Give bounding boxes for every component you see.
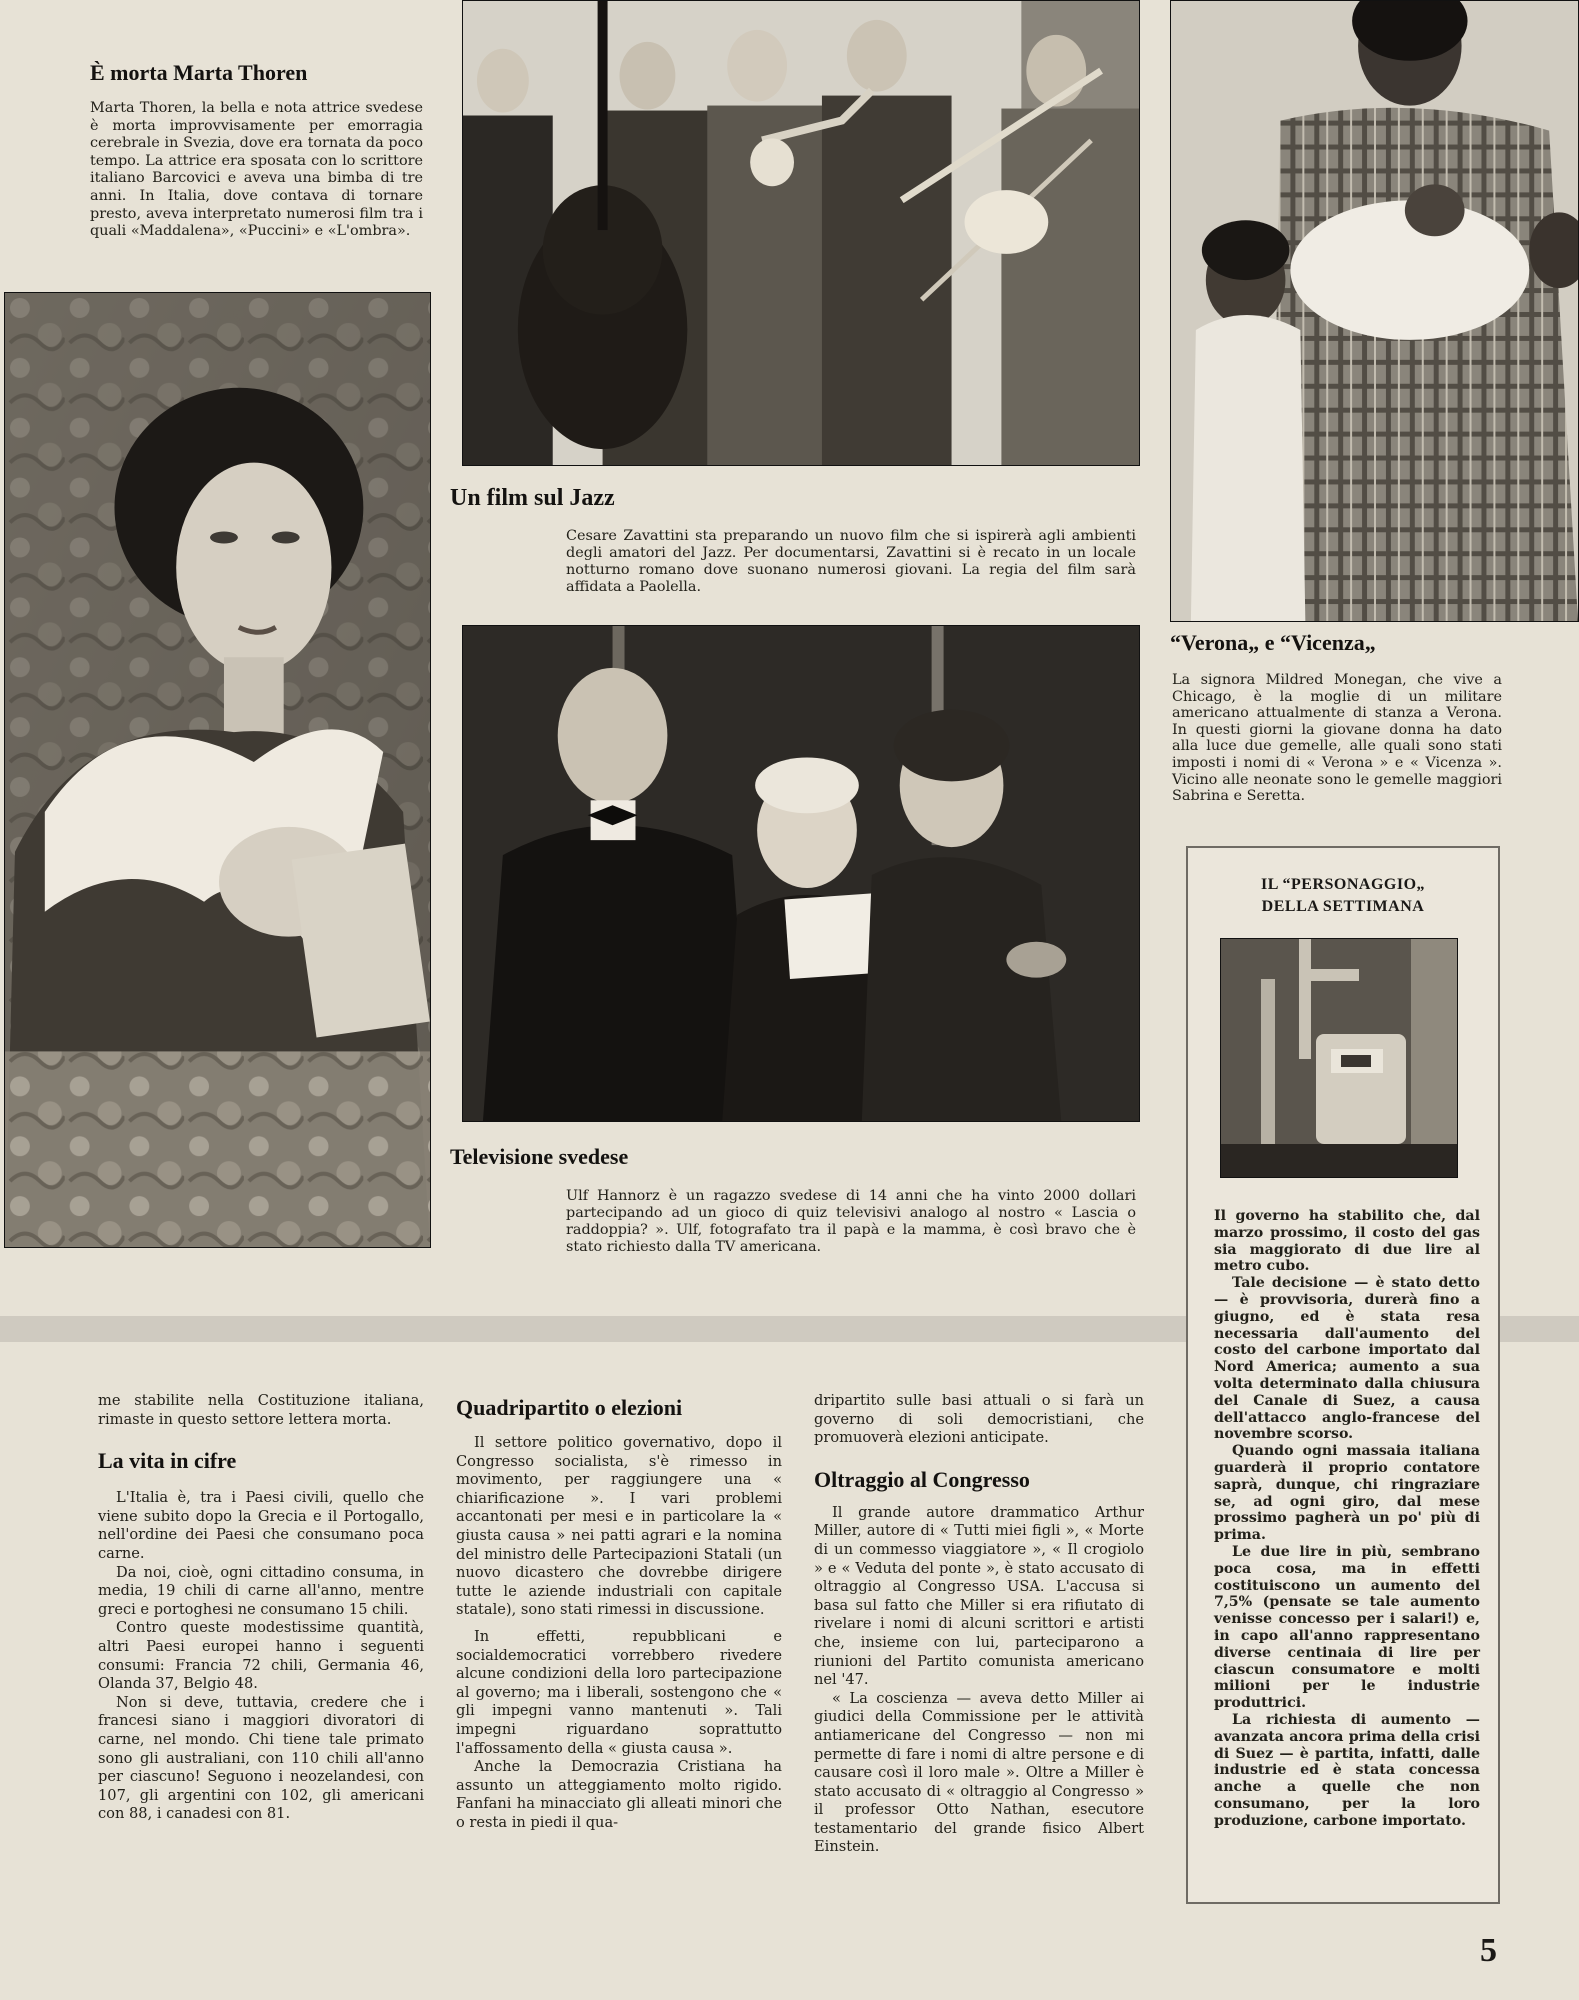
personaggio-title-line2: DELLA SETTIMANA — [1261, 898, 1425, 915]
col2-para-3: Anche la Democrazia Cristiana ha assunto un atteggiamento molto rigido. Fanfani ha minacciato gli alleati minori che o resta in piedi il qua- — [456, 1758, 782, 1831]
tv-text: Ulf Hannorz è un ragazzo svedese di 14 anni che ha vinto 2000 dollari partecipando ad un gioco di quiz televisivi analogo al nostro « Lascia o raddoppia? ». Ulf, fotografato tra il papà e la mamma, è così bravo che è stato richiesto dalla TV americana. — [566, 1188, 1136, 1255]
col3-para-2: « La coscienza — aveva detto Miller ai giudici della Commissione per le attività antiamericane del Congresso — non mi permette di fare i nomi di altre persone e di causare così il loro male ». Oltre a Miller è stato accusato di « oltraggio al Congresso » il professor Otto Nathan, esecutore testamentario del grande fisico Albert Einstein. — [814, 1689, 1144, 1856]
personaggio-para-5: La richiesta di aumento — avanzata ancora prima della crisi di Suez — è partita, infatti, dalle industrie ed è stata concessa anche a quelle che non consumano, per la loro produzione, carbone importato. — [1214, 1711, 1480, 1829]
col2-para-1: Il settore politico governativo, dopo il Congresso socialista, s'è rimesso in movimento, per raggiungere una « chiarificazione ». I vari problemi accantonati per mesi e in particolare la « giusta causa » nei patti agrari e la nomina del ministro delle Partecipazioni Statali (un nuovo dicastero che dovrebbe dirigere tutte le aziende industriali con capitale statale), sono stati rimessi in discussione. — [456, 1434, 782, 1619]
jazz-headline: Un film sul Jazz — [450, 485, 615, 511]
separator-band-right — [1500, 1316, 1579, 1342]
col1-para-2: Da noi, cioè, ogni cittadino consuma, in media, 19 chili di carne all'anno, mentre greci e portoghesi ne consumano 15 chili. — [98, 1563, 424, 1618]
photo-gas-meter — [1220, 938, 1458, 1178]
col3-headline: Oltraggio al Congresso — [814, 1466, 1030, 1492]
thoren-text: Marta Thoren, la bella e nota attrice svedese è morta improvvisamente per emorragia cerebrale in Svezia, dove era tornata da poco tempo. La attrice era sposata con lo scrittore italiano Barcovici e aveva una bimba di tre anni. In Italia, dove contava di tornare presto, aveva interpretato numerosi film tra i quali «Maddalena», «Puccini» e «L'ombra». — [90, 100, 423, 240]
page-number: 5 — [1480, 1932, 1497, 1969]
verona-text: La signora Mildred Monegan, che vive a Chicago, è la moglie di un militare americano attualmente di stanza a Verona. In questi giorni la giovane donna ha dato alla luce due gemelle, alle quali sono stati imposti i nomi di « Verona » e « Vicenza ». Vicino alle neonate sono le gemelle maggiori Sabrina e Seretta. — [1172, 672, 1502, 805]
col2-headline: Quadripartito o elezioni — [456, 1395, 683, 1420]
personaggio-title — [1188, 874, 1498, 918]
verona-headline: “Verona„ e “Vicenza„ — [1170, 630, 1376, 655]
col1-article — [98, 1392, 424, 1824]
tv-headline: Televisione svedese — [450, 1144, 629, 1169]
photo-jazz-band — [462, 0, 1140, 466]
photo-monegan-twins — [1170, 0, 1579, 622]
personaggio-para-1: Il governo ha stabilito che, dal marzo prossimo, il costo del gas sia maggiorato di due lire al metro cubo. — [1214, 1208, 1480, 1275]
col1-para-1: L'Italia è, tra i Paesi civili, quello che viene subito dopo la Grecia e il Portogallo, nell'ordine dei Paesi che consumano poca carne. — [98, 1489, 424, 1562]
personaggio-box — [1186, 846, 1500, 1904]
col3-continuation: dripartito sulle basi attuali o si farà un governo di soli democristiani, che promuoverà elezioni anticipate. — [814, 1392, 1144, 1447]
personaggio-para-4: Le due lire in più, sembrano poca cosa, ma in effetti costituiscono un aumento del 7,5% (pensate se tale aumento venisse concesso per i salari!) e, in capo all'anno rappresentano diverse centinaia di lire per ciascun consumatore e molti milioni per le industrie produttrici. — [1214, 1543, 1480, 1712]
personaggio-para-2: Tale decisione — è stato detto — è provvisoria, durerà fino a giugno, ed è stata resa necessaria dall'aumento del costo del carbone importato dal Nord America; aumento a sua volta determinato dalla chiusura del Canale di Suez, a causa dell'attacco anglo-francese del novembre scorso. — [1214, 1275, 1480, 1443]
photo-marta-thoren — [4, 292, 431, 1248]
col2-para-2: In effetti, repubblicani e socialdemocratici vorrebbero rivedere alcune condizioni della loro partecipazione al governo; ma i liberali, sostengono che « gli impegni vanno mantenuti ». Tali impegni riguardano soprattutto l'affossamento della « giusta causa ». — [456, 1627, 782, 1757]
personaggio-text — [1214, 1208, 1480, 1829]
personaggio-para-3: Quando ogni massaia italiana guarderà il proprio contatore saprà, dunque, chi ringraziare se, ad ogni giro, dal mese prossimo pagherà un po' più di prima. — [1214, 1443, 1480, 1544]
personaggio-title-line1: IL “PERSONAGGIO„ — [1260, 876, 1426, 893]
col2-article — [456, 1392, 782, 1832]
col3-para-1: Il grande autore drammatico Arthur Miller, autore di « Tutti miei figli », « Morte di un commesso viaggiatore », « Il crogiolo » e « Veduta del ponte », è stato accusato di oltraggio al Congresso USA. L'accusa si basa sul fatto che Miller si era rifiutato di rivelare i nomi di alcuni scrittori e artisti che, insieme con lui, parteciparono a riunioni del Partito comunista americano nel '47. — [814, 1503, 1144, 1689]
col1-headline: La vita in cifre — [98, 1448, 237, 1474]
photo-swedish-tv-family — [462, 625, 1140, 1122]
jazz-text: Cesare Zavattini sta preparando un nuovo film che si ispirerà agli ambienti degli amatori del Jazz. Per documentarsi, Zavattini si è recato in un locale notturno romano dove suonano numerosi giovani. La regia del film sarà affidata a Paolella. — [566, 528, 1136, 595]
col3-article — [814, 1392, 1144, 1857]
separator-band — [0, 1316, 1186, 1342]
col1-para-4: Non si deve, tuttavia, credere che i francesi siano i maggiori divoratori di carne, nel mondo. Chi tiene tale primato sono gli australiani, con 110 chili all'anno per ciascuno! Seguono i neozelandesi, con 107, gli argentini con 102, gli americani con 88, i canadesi con 81. — [98, 1693, 424, 1823]
col1-para-3: Contro queste modestissime quantità, altri Paesi europei hanno i seguenti consumi: Francia 72 chili, Germania 46, Olanda 37, Belgio 48. — [98, 1619, 424, 1693]
thoren-headline: È morta Marta Thoren — [90, 60, 308, 85]
col1-continuation: me stabilite nella Costituzione italiana, rimaste in questo settore lettera morta. — [98, 1392, 424, 1428]
